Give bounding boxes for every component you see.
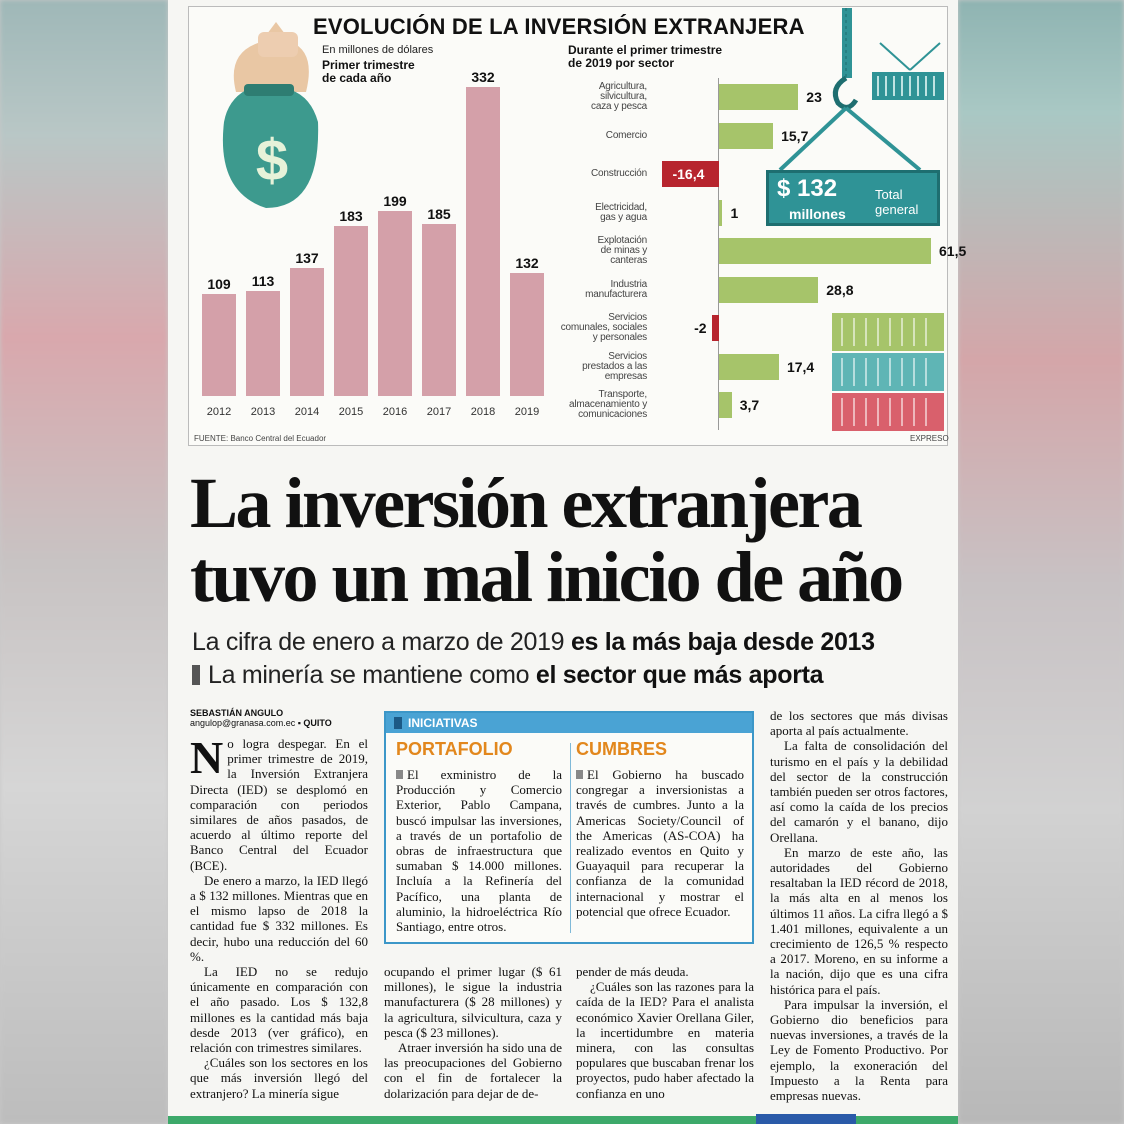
sector-bar-value: 1 (730, 204, 739, 221)
paragraph: En marzo de este año, las autoridades del Gobierno resaltaban la IED récord de 2018, la más alta en al menos los últimos 11 años. La cifra llegó a $ 1.401 millones, equivalente a un crecimiento de 126,5 % respecto a 2017. Moreno, en su informe a la nación, dijo que es una cifra histórica para el país. (770, 844, 948, 997)
year-bar-value: 183 (339, 207, 363, 224)
subheadline-2: La minería se mantiene como el sector que más aporta (192, 661, 823, 690)
sector-bar (712, 315, 719, 341)
total-label: Total general (875, 187, 919, 217)
article-column-1 (190, 732, 368, 1101)
sector-label: Electricidad, gas y agua (595, 201, 647, 223)
svg-text:$: $ (255, 128, 289, 193)
portafolio-text: El exministro de la Producción y Comercio Exterior, Pablo Campana, buscó impulsar las inversiones, a través de un portafolio de obras de infraestructura que sumaban $ 14.000 millones. Incluía a la Refinería del Pacífico, una planta de aluminio, la hidroeléctrica Río Santiago, entre otros. (396, 767, 562, 935)
sector-bar (719, 392, 732, 418)
left-subtitle-1: Primer trimestre (322, 58, 415, 72)
year-bar-value: 137 (295, 250, 319, 267)
right-subtitle-2: de 2019 por sector (568, 56, 675, 70)
sector-label: Agricultura, silvicultura, caza y pesca (591, 81, 647, 112)
year-tick-label: 2015 (338, 406, 364, 418)
year-tick-label: 2014 (294, 406, 320, 418)
author-name: SEBASTIÁN ANGULO (190, 708, 284, 718)
paragraph: Para impulsar la inversión, el Gobierno dio beneficios para nuevas inversiones, a través de la Ley de Fomento Productivo. Por ejemplo, la exoneración del Impuesto a la Renta para empresas nuevas. (770, 996, 948, 1104)
source-note: FUENTE: Banco Central del Ecuador (194, 434, 327, 443)
background-blur-right (958, 0, 1124, 1124)
sector-bar-value: 61,5 (939, 243, 967, 259)
sector-bar-value: 15,7 (781, 127, 809, 144)
year-bar-value: 113 (251, 272, 275, 289)
byline: SEBASTIÁN ANGULO angulop@granasa.com.ec ▪ QUITO (190, 708, 332, 728)
headline (190, 463, 950, 617)
year-tick-label: 2016 (382, 406, 408, 418)
background-blur-left (0, 0, 168, 1124)
credit-note: EXPRESO (910, 434, 949, 443)
footer-blue-block (756, 1114, 856, 1124)
cumbres-title: CUMBRES (576, 739, 668, 759)
shipping-container-icon (832, 313, 944, 433)
year-bar (290, 268, 324, 396)
sector-label: Construcción (591, 168, 647, 179)
right-subtitle-1: Durante el primer trimestre (568, 43, 723, 57)
sector-bar (719, 354, 779, 380)
year-tick-label: 2017 (426, 406, 452, 418)
sector-bar (719, 200, 722, 226)
year-bar-value: 185 (427, 205, 451, 222)
paragraph: La IED no se redujo únicamente en comparación con el año pasado. Los $ 132,8 millones es la cantidad más baja desde 2013 (ver gráfico), en relación con trimestres similares. (190, 964, 368, 1056)
unit-label: En millones de dólares (322, 44, 434, 56)
sector-label: Industria manufacturera (585, 278, 647, 300)
year-tick-label: 2012 (206, 406, 232, 418)
year-bar-value: 109 (207, 276, 231, 293)
crane-hook-icon (760, 8, 950, 178)
sector-label: Servicios prestados a las empresas (582, 350, 647, 382)
sector-label: Servicios comunales, sociales y personales (560, 312, 647, 343)
year-tick-label: 2018 (470, 406, 496, 418)
portafolio-title: PORTAFOLIO (396, 739, 513, 759)
total-amount: $ 132 (777, 175, 838, 202)
sector-bar-value: 3,7 (739, 397, 760, 413)
sector-label: Comercio (605, 129, 647, 141)
article-column-3 (576, 964, 754, 1101)
sector-label: Transporte, almacenamiento y comunicaciones (569, 389, 647, 420)
sector-label: Explotación de minas y canteras (597, 235, 647, 266)
cumbres-text: El Gobierno ha buscado congregar a inversionistas a través de cumbres. Junto a la Americas Society/Council of the Americas (AS-COA) ha realizado eventos en Quito y Guayaquil para recuperar la confianza de la comunidad internacional y mostrar el potencial que ofrece Ecuador. (576, 767, 744, 919)
year-bar-value: 332 (471, 68, 495, 85)
sector-bar-value: -2 (694, 320, 707, 336)
total-unit: millones (789, 206, 846, 222)
headline-line-2: tuvo un mal inicio de año (190, 537, 902, 617)
paragraph: Atraer inversión ha sido una de las preocupaciones del Gobierno con el fin de fortalecer la dolarización para dejar de de- (384, 1040, 562, 1101)
sector-bar-value: 17,4 (786, 358, 815, 375)
paragraph: De enero a marzo, la IED llegó a $ 132 millones. Mientras que en el mismo lapso de 2018 la cantidad fue $ 332 millones. Es decir, hubo una reducción del 60 %. (190, 872, 368, 964)
article-column-4 (770, 708, 948, 1103)
paragraph: de los sectores que más divisas aporta al país actualmente. (770, 708, 948, 739)
article-column-2 (384, 964, 562, 1101)
infographic-title: EVOLUCIÓN DE LA INVERSIÓN EXTRANJERA (313, 14, 805, 39)
headline-line-1: La inversión extranjera (190, 463, 861, 543)
year-bar (422, 224, 456, 396)
year-tick-label: 2019 (514, 406, 540, 418)
location: QUITO (303, 718, 332, 728)
subheadline-1: La cifra de enero a marzo de 2019 es la más baja desde 2013 (192, 628, 875, 656)
author-email: angulop@granasa.com.ec (190, 718, 296, 728)
paragraph: La falta de consolidación del turismo en el país y la debilidad del sector de la construcción también pueden ser otros factores, así como la caída de los precios del camarón y el banano, dijo Orellana. (770, 738, 948, 845)
sector-bar-value: 23 (806, 89, 822, 105)
first-paragraph: No logra despegar. En el primer trimestre de 2019, la Inversión Extranjera Directa (IED) se desplomó en comparación con periodos similares de años pasados, de acuerdo al último reporte del Banco Central del Ecuador (BCE). (190, 732, 368, 873)
paragraph: ¿Cuáles son las razones para la caída de la IED? Para el analista económico Xavier Orellana Giler, la incertidumbre en materia minera, con las consultas populares que buscaban frenar los proyectos, pudo haber afectado la confianza en uno (576, 979, 754, 1101)
year-bar-value: 132 (515, 255, 539, 272)
paragraph: pender de más deuda. (576, 964, 689, 979)
sector-bar (719, 238, 931, 264)
sector-bar (719, 277, 818, 303)
money-bag-icon (206, 12, 326, 212)
year-bar (466, 87, 500, 396)
year-bar-value: 199 (383, 192, 407, 209)
initiatives-box (384, 711, 754, 944)
box-header: INICIATIVAS (386, 713, 752, 733)
year-bar (510, 273, 544, 396)
year-tick-label: 2013 (250, 406, 276, 418)
year-bar (334, 226, 368, 396)
dropcap: N (190, 732, 224, 783)
paragraph: ¿Cuáles son los sectores en los que más inversión llegó del extranjero? La minería sigue (190, 1055, 368, 1101)
paragraph: ocupando el primer lugar ($ 61 millones), le sigue la industria manufacturera ($ 28 millones) y la agricultura, silvicultura, caza y pesca ($ 23 millones). (384, 964, 562, 1040)
year-bar (378, 211, 412, 396)
year-bar (202, 294, 236, 396)
left-subtitle-2: de cada año (322, 71, 392, 85)
sector-bar-value: 28,8 (826, 281, 854, 298)
sector-bar-value: -16,4 (672, 166, 705, 182)
year-bar (246, 291, 280, 396)
total-badge (766, 170, 940, 226)
